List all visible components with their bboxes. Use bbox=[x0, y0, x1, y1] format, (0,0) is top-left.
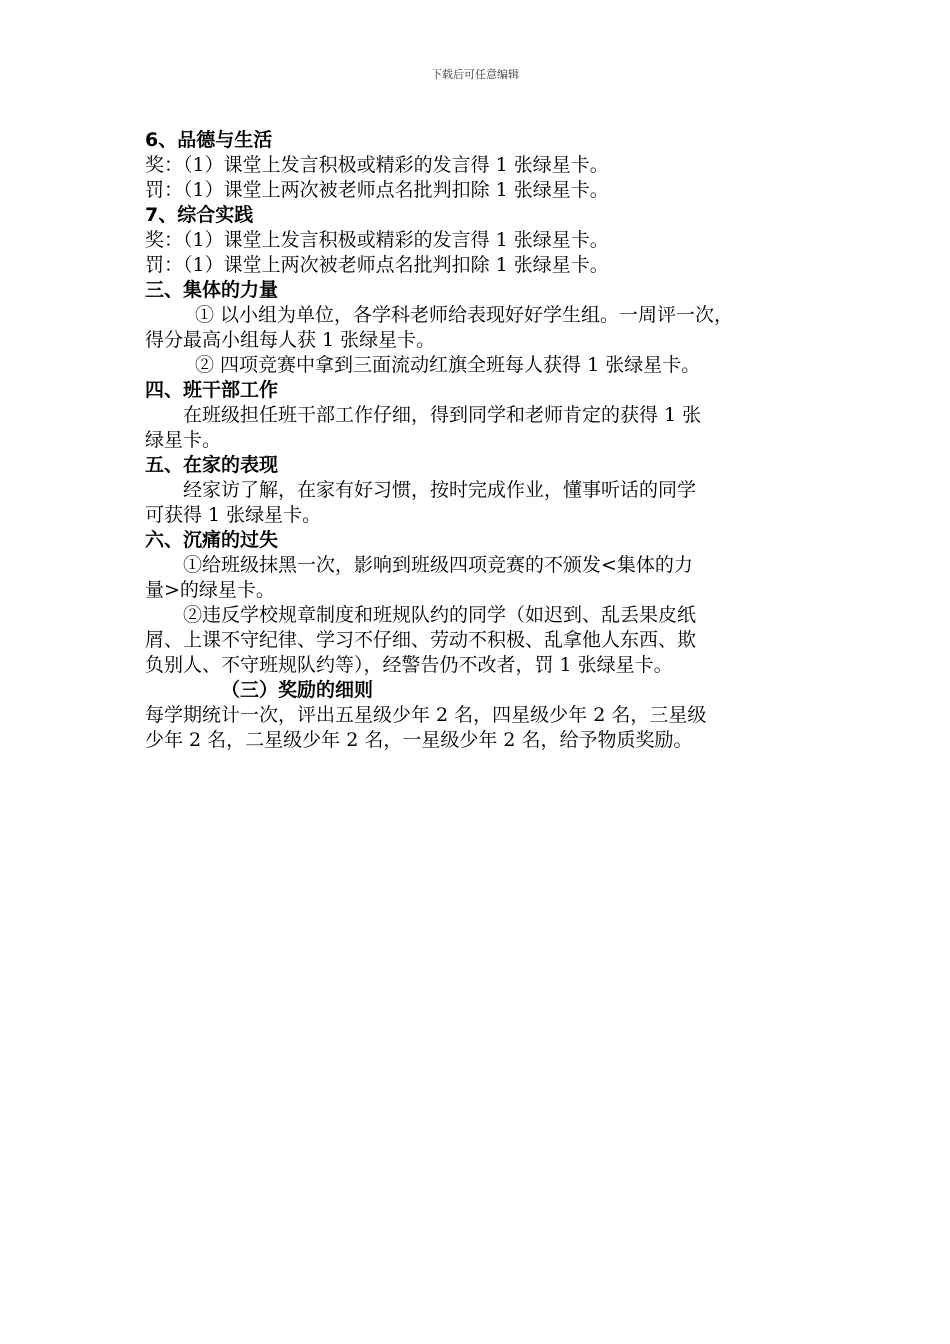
reward-line: 奖：（1）课堂上发言积极或精彩的发言得 1 张绿星卡。 bbox=[145, 154, 609, 176]
paragraph-line: 得分最高小组每人获 1 张绿星卡。 bbox=[145, 329, 436, 351]
reward-line: 奖：（1）课堂上发言积极或精彩的发言得 1 张绿星卡。 bbox=[145, 229, 609, 251]
paragraph-line: ①给班级抹黑一次，影响到班级四项竞赛的不颁发<集体的力 bbox=[183, 554, 693, 576]
paragraph-line: ②违反学校规章制度和班规队约的同学（如迟到、乱丢果皮纸 bbox=[183, 604, 697, 626]
section-heading: 五、在家的表现 bbox=[145, 454, 279, 476]
subsection-heading: （三）奖励的细则 bbox=[221, 679, 374, 701]
document-body bbox=[145, 128, 815, 753]
paragraph-line: ② 四项竞赛中拿到三面流动红旗全班每人获得 1 张绿星卡。 bbox=[195, 354, 701, 376]
paragraph-line: 量>的绿星卡。 bbox=[145, 579, 275, 601]
paragraph-line: 负别人、不守班规队约等），经警告仍不改者，罚 1 张绿星卡。 bbox=[145, 654, 673, 676]
paragraph-line: 可获得 1 张绿星卡。 bbox=[145, 504, 322, 526]
paragraph-line: ① 以小组为单位，各学科老师给表现好好学生组。一周评一次， bbox=[195, 304, 734, 326]
paragraph-line: 屑、上课不守纪律、学习不仔细、劳动不积极、乱拿他人东西、欺 bbox=[145, 629, 697, 651]
header-note: 下载后可任意编辑 bbox=[431, 68, 519, 81]
section-heading: 六、沉痛的过失 bbox=[145, 529, 279, 551]
paragraph-line: 经家访了解，在家有好习惯，按时完成作业，懂事听话的同学 bbox=[183, 479, 697, 501]
section-heading: 6、品德与生活 bbox=[145, 129, 273, 151]
paragraph-line: 绿星卡。 bbox=[145, 429, 222, 451]
penalty-line: 罚：（1）课堂上两次被老师点名批判扣除 1 张绿星卡。 bbox=[145, 179, 609, 201]
section-heading: 7、综合实践 bbox=[145, 204, 254, 226]
section-heading: 三、集体的力量 bbox=[145, 279, 279, 301]
penalty-line: 罚：（1）课堂上两次被老师点名批判扣除 1 张绿星卡。 bbox=[145, 254, 609, 276]
section-heading: 四、班干部工作 bbox=[145, 379, 279, 401]
paragraph-line: 每学期统计一次，评出五星级少年 2 名，四星级少年 2 名，三星级 bbox=[145, 704, 707, 726]
paragraph-line: 少年 2 名，二星级少年 2 名，一星级少年 2 名，给予物质奖励。 bbox=[145, 729, 693, 751]
paragraph-line: 在班级担任班干部工作仔细，得到同学和老师肯定的获得 1 张 bbox=[183, 404, 702, 426]
